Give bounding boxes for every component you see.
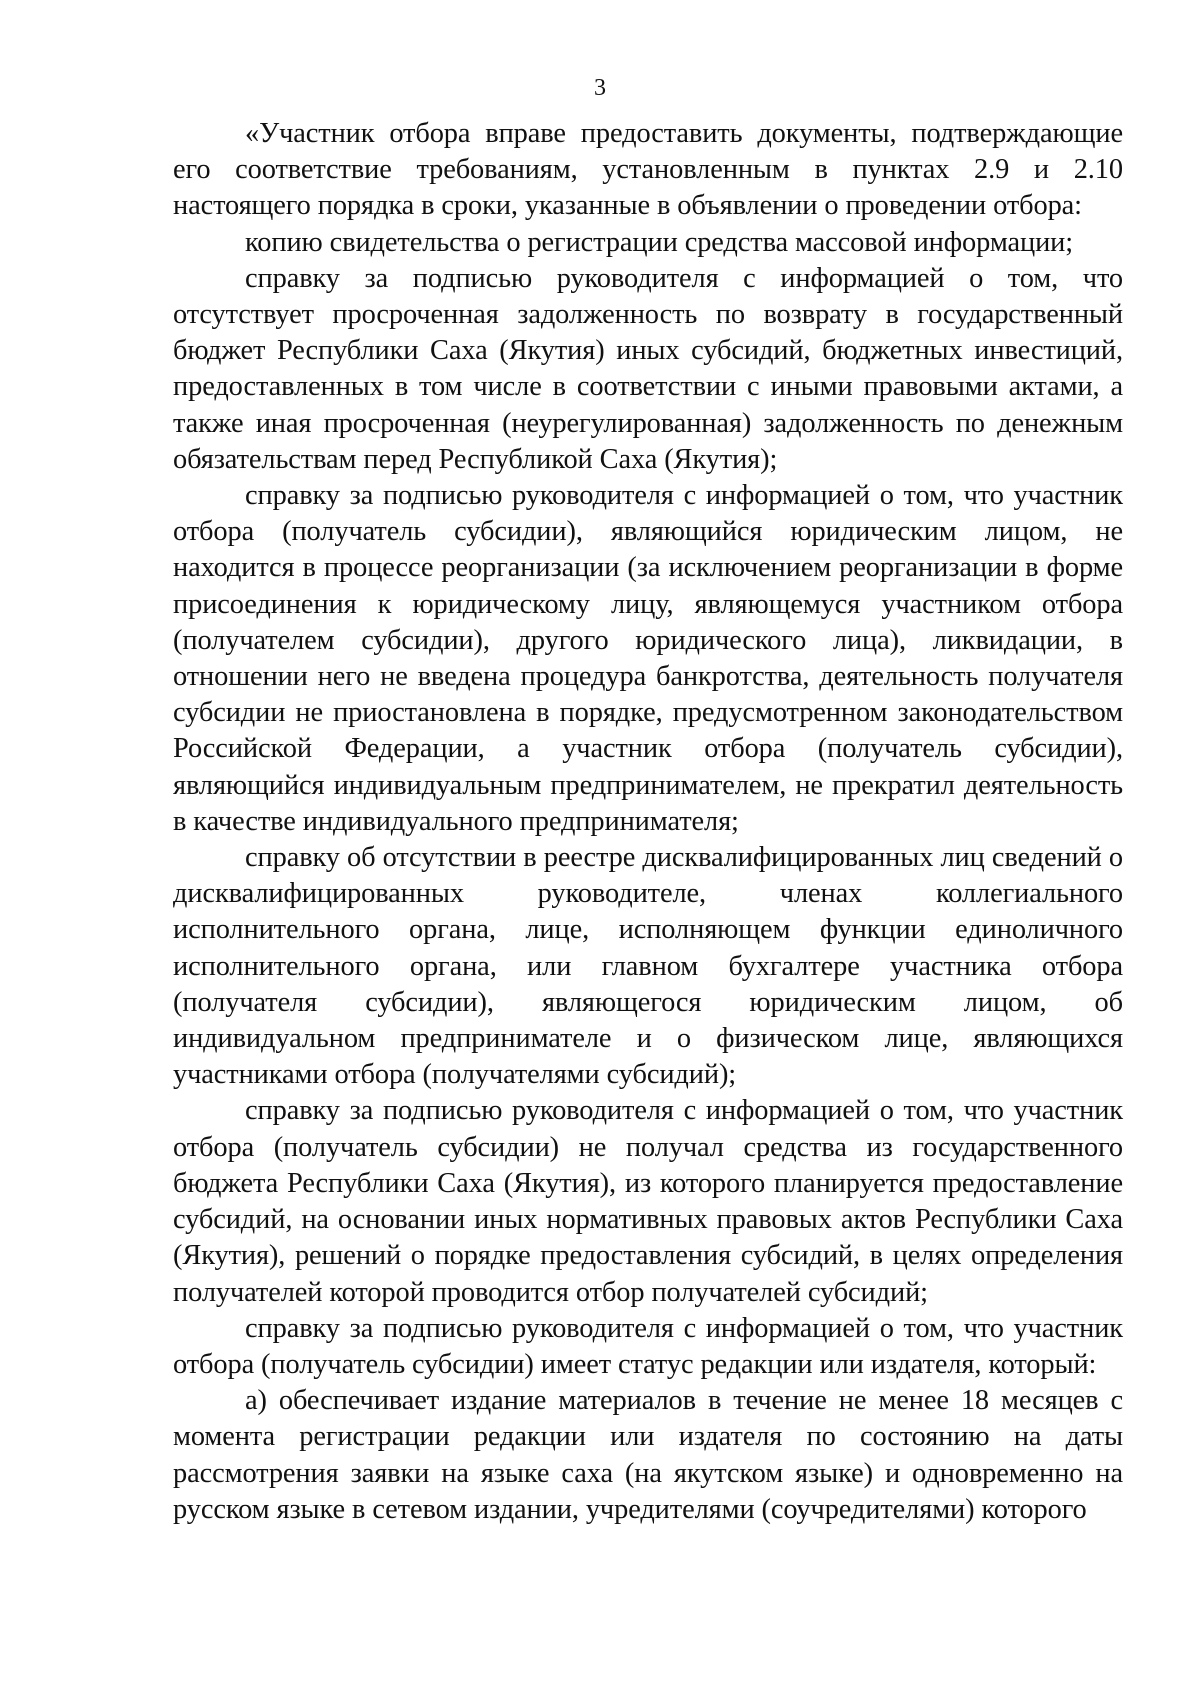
document-body — [173, 116, 1123, 1528]
paragraph-media-certificate: копию свидетельства о регистрации средства массовой информации; — [245, 226, 1074, 258]
paragraph-editorial-status-certificate: справку за подписью руководителя с информацией о том, что участник отбора (получатель субсидии) имеет статус редакции или издателя, который: — [173, 1312, 1123, 1380]
paragraph-no-debt-certificate: справку за подписью руководителя с информацией о том, что отсутствует просроченная задолженность по возврату в государственный бюджет Республики Саха (Якутия) иных субсидий, бюджетных инвестиций, предоставленных в том числе в соответствии с иными правовыми актами, а также иная просроченная (неурегулированная) задолженность по денежным обязательствам перед Республикой Саха (Якутия); — [173, 262, 1123, 475]
paragraph-no-reorganization-certificate: справку за подписью руководителя с информацией о том, что участник отбора (получатель субсидии), являющийся юридическим лицом, не находится в процессе реорганизации (за исключением реорганизации в форме присоединения к юридическому лицу, являющемуся участником отбора (получателем субсидии), другого юридического лица), ликвидации, в отношении него не введена процедура банкротства, деятельность получателя субсидии не приостановлена в порядке, предусмотренном законодательством Российской Федерации, а участник отбора (получатель субсидии), являющийся индивидуальным предпринимателем, не прекратил деятельность в качестве индивидуального предпринимателя; — [173, 480, 1123, 837]
paragraph-no-other-funds-certificate: справку за подписью руководителя с информацией о том, что участник отбора (получатель субсидии) не получал средства из государственного бюджета Республики Саха (Якутия), из которого планируется предоставление субсидий, на основании иных нормативных правовых актов Республики Саха (Якутия), решений о порядке предоставления субсидий, в целях определения получателей которой проводится отбор получателей субсидий; — [173, 1095, 1123, 1308]
paragraph-intro: «Участник отбора вправе предоставить документы, подтверждающие его соответствие требованиям, установленным в пунктах 2.9 и 2.10 настоящего порядка в сроки, указанные в объявлении о проведении отбора: — [173, 118, 1123, 222]
paragraph-item-a: а) обеспечивает издание материалов в течение не менее 18 месяцев с момента регистрации редакции или издателя по состоянию на даты рассмотрения заявки на языке саха (на якутском языке) и одновременно на русском языке в сетевом издании, учредителями (соучредителями) которого — [173, 1385, 1123, 1525]
page-number: 3 — [594, 75, 606, 101]
paragraph-disqualified-register-certificate: справку об отсутствии в реестре дисквалифицированных лиц сведений о дисквалифицированных руководителе, членах коллегиального исполнительного органа, лице, исполняющем функции единоличного исполнительного органа, или главном бухгалтере участника отбора (получателя субсидии), являющегося юридическим лицом, об индивидуальном предпринимателе и о физическом лице, являющихся участниками отбора (получателями субсидий); — [173, 842, 1123, 1091]
